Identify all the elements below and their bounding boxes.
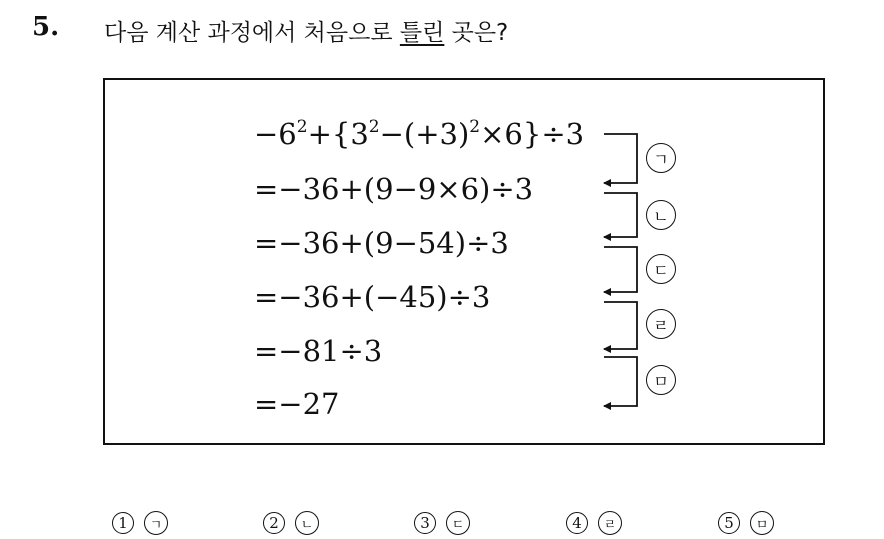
step-marker-4: ㄹ — [646, 309, 676, 339]
choice-number: 2 — [263, 512, 285, 534]
calc-line-5: =−81÷3 — [254, 334, 383, 368]
choice-3[interactable] — [414, 511, 470, 535]
calc-term-c: −(+3) — [379, 117, 470, 151]
choice-number: 3 — [414, 512, 436, 534]
calc-line-2: =−36+(9−9×6)÷3 — [254, 172, 534, 206]
question-text-start: 다음 계산 과정에서 처음으로 — [104, 20, 400, 46]
choice-number: 4 — [566, 512, 588, 534]
choice-number: 1 — [112, 512, 134, 534]
question-text-end: 곳은? — [444, 20, 509, 46]
choice-mark: ㅁ — [750, 511, 774, 535]
question-number: 5. — [32, 12, 60, 42]
arrow-step-3 — [604, 247, 637, 292]
arrow-step-5 — [604, 357, 637, 406]
choice-4[interactable] — [566, 511, 622, 535]
choice-mark: ㄷ — [446, 511, 470, 535]
choice-mark: ㄴ — [295, 511, 319, 535]
arrow-step-4 — [604, 302, 637, 349]
choice-number: 5 — [718, 512, 740, 534]
arrow-step-2 — [604, 193, 637, 237]
question-text-underlined: 틀린 — [399, 20, 445, 46]
calc-term-d: ×6}÷3 — [480, 117, 585, 151]
calc-line-4: =−36+(−45)÷3 — [254, 280, 491, 314]
arrow-step-1 — [604, 134, 637, 183]
choice-5[interactable] — [718, 511, 774, 535]
choice-mark: ㄹ — [598, 511, 622, 535]
choice-2[interactable] — [263, 511, 319, 535]
calc-line-3: =−36+(9−54)÷3 — [254, 226, 509, 260]
choice-1[interactable] — [112, 511, 168, 535]
calc-exp-c: 2 — [469, 117, 481, 137]
step-marker-3: ㄷ — [646, 254, 676, 284]
step-marker-1: ㄱ — [646, 143, 676, 173]
calc-line-6: =−27 — [254, 387, 340, 421]
calc-exp-b: 2 — [368, 117, 380, 137]
choice-mark: ㄱ — [144, 511, 168, 535]
step-marker-5: ㅁ — [646, 365, 676, 395]
step-marker-2: ㄴ — [646, 200, 676, 230]
calc-term-b: +{3 — [307, 117, 369, 151]
calc-term-a: −6 — [254, 117, 297, 151]
calc-exp-a: 2 — [296, 117, 308, 137]
